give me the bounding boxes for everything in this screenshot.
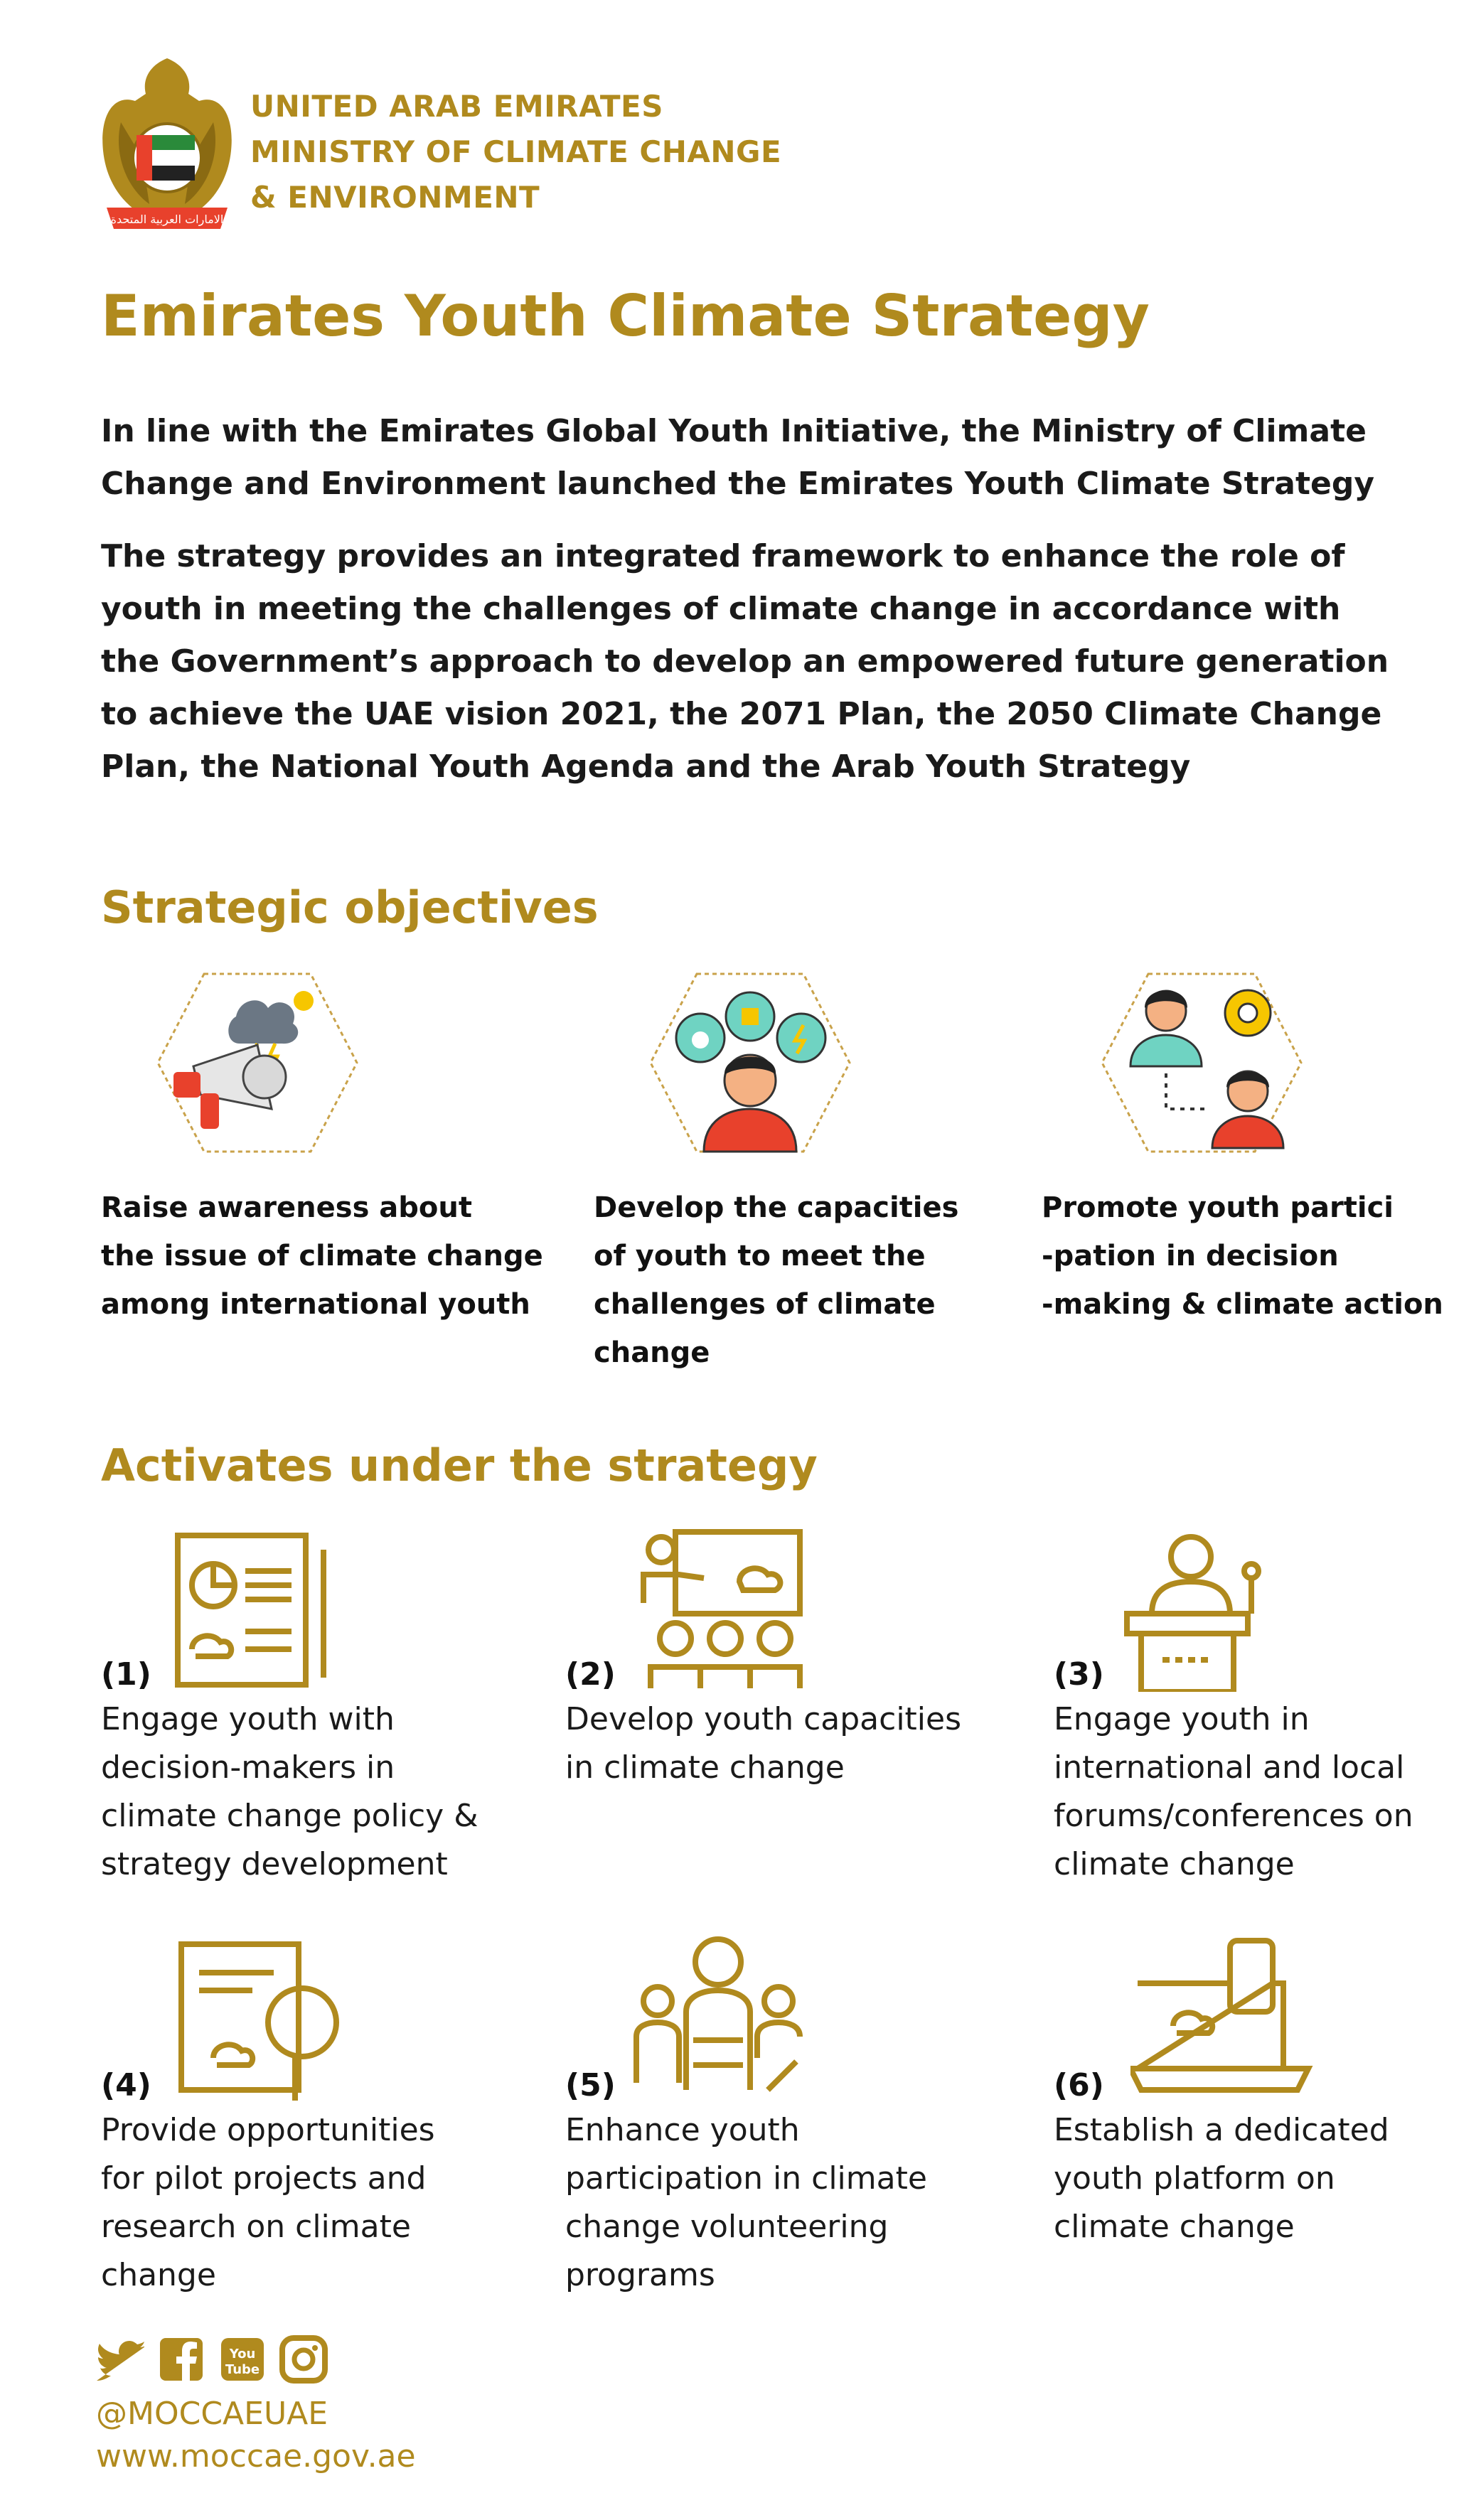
activity-1-number: (1)	[101, 1656, 151, 1693]
podium-speaker-icon	[1120, 1528, 1305, 1692]
activity-6-line: climate change	[1054, 2209, 1295, 2245]
activity-6-line: youth platform on	[1054, 2160, 1335, 2197]
activity-1-line: decision-makers in	[101, 1749, 395, 1786]
twitter-icon[interactable]	[96, 2335, 144, 2386]
activity-6-number: (6)	[1054, 2067, 1104, 2103]
ministry-name	[250, 84, 781, 220]
activity-3-line: international and local	[1054, 1749, 1405, 1786]
objective-3-line: Promote youth partici	[1042, 1191, 1394, 1224]
activity-2-line: in climate change	[565, 1749, 845, 1786]
volunteers-icon	[626, 1934, 811, 2097]
org-line-3: & ENVIRONMENT	[250, 180, 540, 215]
page-title: Emirates Youth Climate Strategy	[101, 283, 1150, 349]
org-line-2: MINISTRY OF CLIMATE CHANGE	[250, 134, 782, 169]
activity-2-number: (2)	[565, 1656, 616, 1693]
objective-1-text	[101, 1184, 543, 1329]
objective-3-text	[1042, 1184, 1443, 1329]
activity-5-line: participation in climate	[565, 2160, 927, 2197]
objective-2-line: Develop the capacities	[594, 1191, 959, 1224]
intro-paragraph-1: In line with the Emirates Global Youth Initiative, the Ministry of Climate Change and Environment launched the Emirates Youth Climate Strategy	[101, 413, 1375, 502]
activity-4-line: Provide opportunities	[101, 2112, 435, 2148]
facebook-icon[interactable]	[157, 2335, 205, 2386]
objective-2-line: challenges of climate	[594, 1288, 936, 1321]
emblem-ribbon-text: الامارات العربية المتحدة	[110, 213, 224, 226]
youth-capacity-icon	[643, 967, 857, 1159]
laptop-platform-icon	[1130, 1934, 1315, 2097]
social-links	[96, 2335, 328, 2386]
youtube-icon[interactable]	[218, 2335, 267, 2386]
instagram-icon[interactable]	[279, 2335, 328, 2386]
activity-2-line: Develop youth capacities	[565, 1701, 962, 1737]
activity-4-number: (4)	[101, 2067, 151, 2103]
activity-1-line: strategy development	[101, 1846, 448, 1882]
activity-6-text	[1054, 2106, 1389, 2251]
uae-emblem-logo	[92, 51, 242, 236]
activity-5-text	[565, 2106, 927, 2300]
research-magnifier-icon	[167, 1937, 352, 2101]
activity-6-line: Establish a dedicated	[1054, 2112, 1389, 2148]
activity-4-line: change	[101, 2257, 216, 2293]
activity-5-number: (5)	[565, 2067, 616, 2103]
youth-participation-icon	[1095, 967, 1308, 1159]
objective-1-line: among international youth	[101, 1288, 530, 1321]
megaphone-storm-icon	[151, 967, 364, 1159]
activity-3-number: (3)	[1054, 1656, 1104, 1693]
intro-paragraph-2: The strategy provides an integrated framework to enhance the role of youth in meeting the challenges of climate change in accordance with the Government’s approach to develop an empowered future generation to achieve the UAE vision 2021, the 2071 Plan, the 2050 Climate Change Plan, the National Youth Agenda and the Arab Youth Strategy	[101, 538, 1389, 785]
activity-3-text	[1054, 1695, 1413, 1889]
objective-2-line: of youth to meet the	[594, 1240, 926, 1272]
classroom-icon	[626, 1525, 811, 1688]
objective-1-line: the issue of climate change	[101, 1240, 543, 1272]
objectives-heading: Strategic objectives	[101, 881, 599, 933]
youtube-icon-label-bottom: Tube	[225, 2362, 260, 2377]
website-link[interactable]: www.moccae.gov.ae	[96, 2438, 416, 2475]
activities-heading: Activates under the strategy	[101, 1439, 818, 1491]
activity-3-line: forums/conferences on	[1054, 1798, 1413, 1834]
activity-1-line: climate change policy &	[101, 1798, 478, 1834]
activity-4-text	[101, 2106, 435, 2300]
objective-1-line: Raise awareness about	[101, 1191, 473, 1224]
activity-3-line: Engage youth in	[1054, 1701, 1310, 1737]
intro-text	[101, 405, 1402, 813]
objective-3-line: -making & climate action	[1042, 1288, 1443, 1321]
policy-document-icon	[164, 1528, 348, 1692]
objective-2-text	[594, 1184, 958, 1377]
activity-1-line: Engage youth with	[101, 1701, 395, 1737]
social-handle[interactable]: @MOCCAEUAE	[96, 2396, 328, 2432]
activity-4-line: research on climate	[101, 2209, 411, 2245]
org-line-1: UNITED ARAB EMIRATES	[250, 89, 663, 124]
activity-1-text	[101, 1695, 478, 1889]
activity-4-line: for pilot projects and	[101, 2160, 427, 2197]
objective-3-line: -pation in decision	[1042, 1240, 1339, 1272]
activity-5-line: change volunteering	[565, 2209, 889, 2245]
activity-5-line: Enhance youth	[565, 2112, 800, 2148]
objective-2-line: change	[594, 1336, 710, 1369]
activity-3-line: climate change	[1054, 1846, 1295, 1882]
activity-2-text	[565, 1695, 961, 1792]
youtube-icon-label-top: You	[229, 2347, 256, 2361]
activity-5-line: programs	[565, 2257, 715, 2293]
